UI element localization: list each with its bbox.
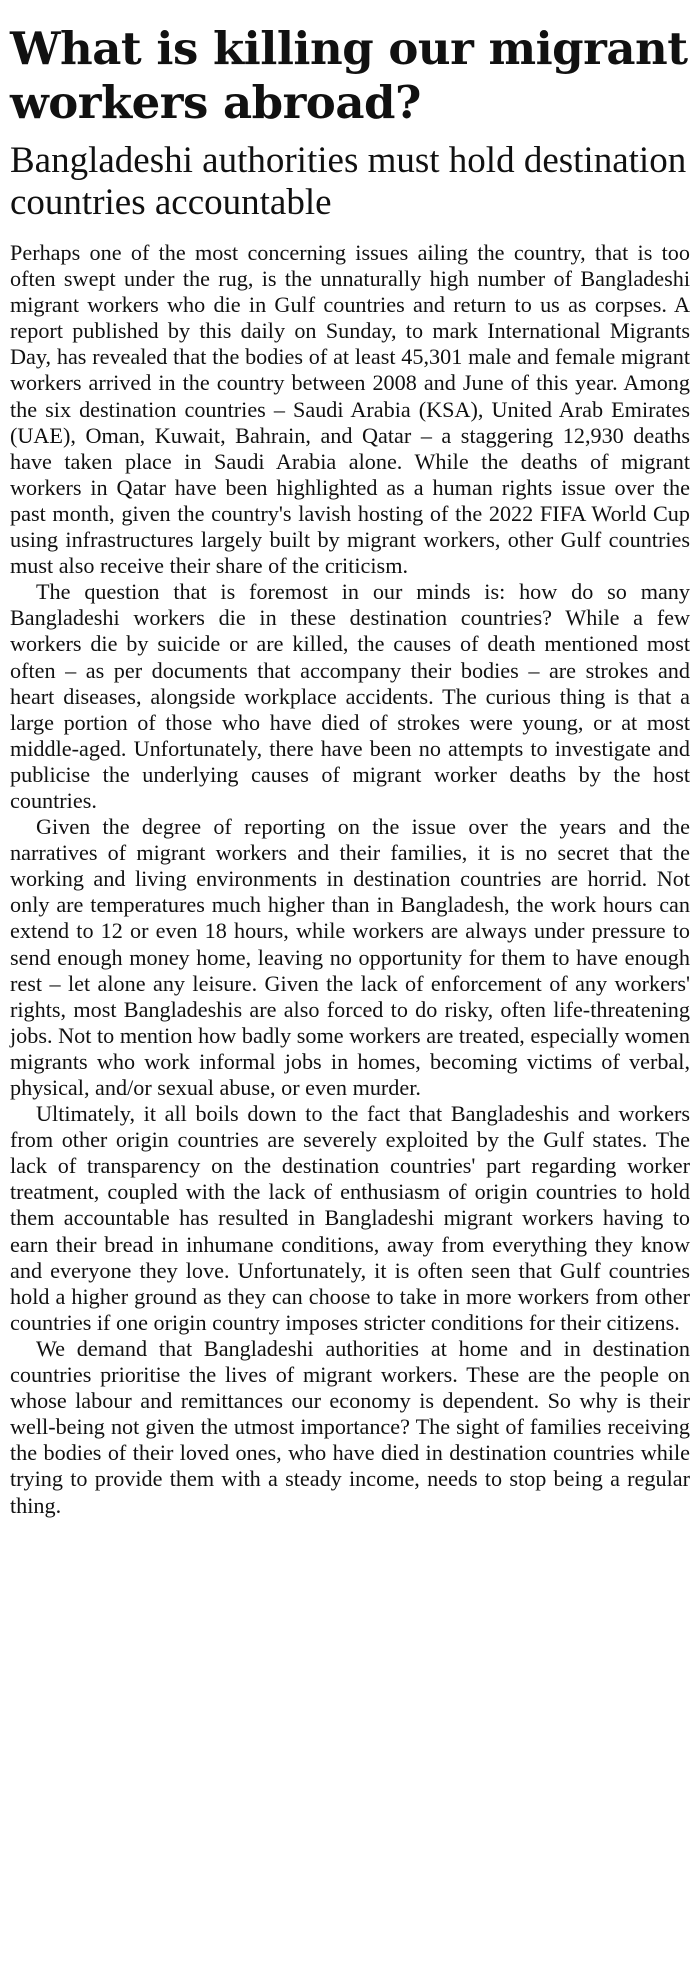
article-body	[10, 240, 690, 1519]
body-paragraph-5: We demand that Bangladeshi authorities at home and in destination countries prioritise the lives of migrant workers. These are the people on whose labour and remittances our economy is dependent. So why is their well-being not given the utmost importance? The sight of families receiving the bodies of their loved ones, who have died in destination countries while trying to provide them with a steady income, needs to stop being a regular thing.	[10, 1335, 690, 1518]
body-paragraph-4: Ultimately, it all boils down to the fact that Bangladeshis and workers from other origin countries are severely exploited by the Gulf states. The lack of transparency on the destination countries' part regarding worker treatment, coupled with the lack of enthusiasm of origin countries to hold them accountable has resulted in Bangladeshi migrant workers having to earn their bread in inhumane conditions, away from everything they know and everyone they love. Unfortunately, it is often seen that Gulf countries hold a higher ground as they can choose to take in more workers from other countries if one origin country imposes stricter conditions for their citizens.	[10, 1101, 690, 1335]
headline: What is killing our migrant workers abroad?	[10, 22, 688, 129]
body-paragraph-3: Given the degree of reporting on the issue over the years and the narratives of migrant workers and their families, it is no secret that the working and living environments in destination countries are horrid. Not only are temperatures much higher than in Bangladesh, the work hours can extend to 12 or even 18 hours, while workers are always under pressure to send enough money home, leaving no opportunity for them to have enough rest – let alone any leisure. Given the lack of enforcement of any workers' rights, most Bangladeshis are also forced to do risky, often life-threatening jobs. Not to mention how badly some workers are treated, especially women migrants who work informal jobs in homes, becoming victims of verbal, physical, and/or sexual abuse, or even murder.	[10, 814, 690, 1100]
body-paragraph-1: Perhaps one of the most concerning issues ailing the country, that is too often swept under the rug, is the unnaturally high number of Bangladeshi migrant workers who die in Gulf countries and return to us as corpses. A report published by this daily on Sunday, to mark International Migrants Day, has revealed that the bodies of at least 45,301 male and female migrant workers arrived in the country between 2008 and June of this year. Among the six destination countries – Saudi Arabia (KSA), United Arab Emirates (UAE), Oman, Kuwait, Bahrain, and Qatar – a staggering 12,930 deaths have taken place in Saudi Arabia alone. While the deaths of migrant workers in Qatar have been highlighted as a human rights issue over the past month, given the country's lavish hosting of the 2022 FIFA World Cup using infrastructures largely built by migrant workers, other Gulf countries must also receive their share of the criticism.	[10, 240, 690, 579]
subheadline: Bangladeshi authorities must hold destination countries accountable	[10, 140, 687, 223]
body-paragraph-2: The question that is foremost in our minds is: how do so many Bangladeshi workers die in these destination countries? While a few workers die by suicide or are killed, the causes of death mentioned most often – as per documents that accompany their bodies – are strokes and heart diseases, alongside workplace accidents. The curious thing is that a large portion of those who have died of strokes were young, or at most middle-aged. Unfortunately, there have been no attempts to investigate and publicise the underlying causes of migrant worker deaths by the host countries.	[10, 579, 690, 813]
